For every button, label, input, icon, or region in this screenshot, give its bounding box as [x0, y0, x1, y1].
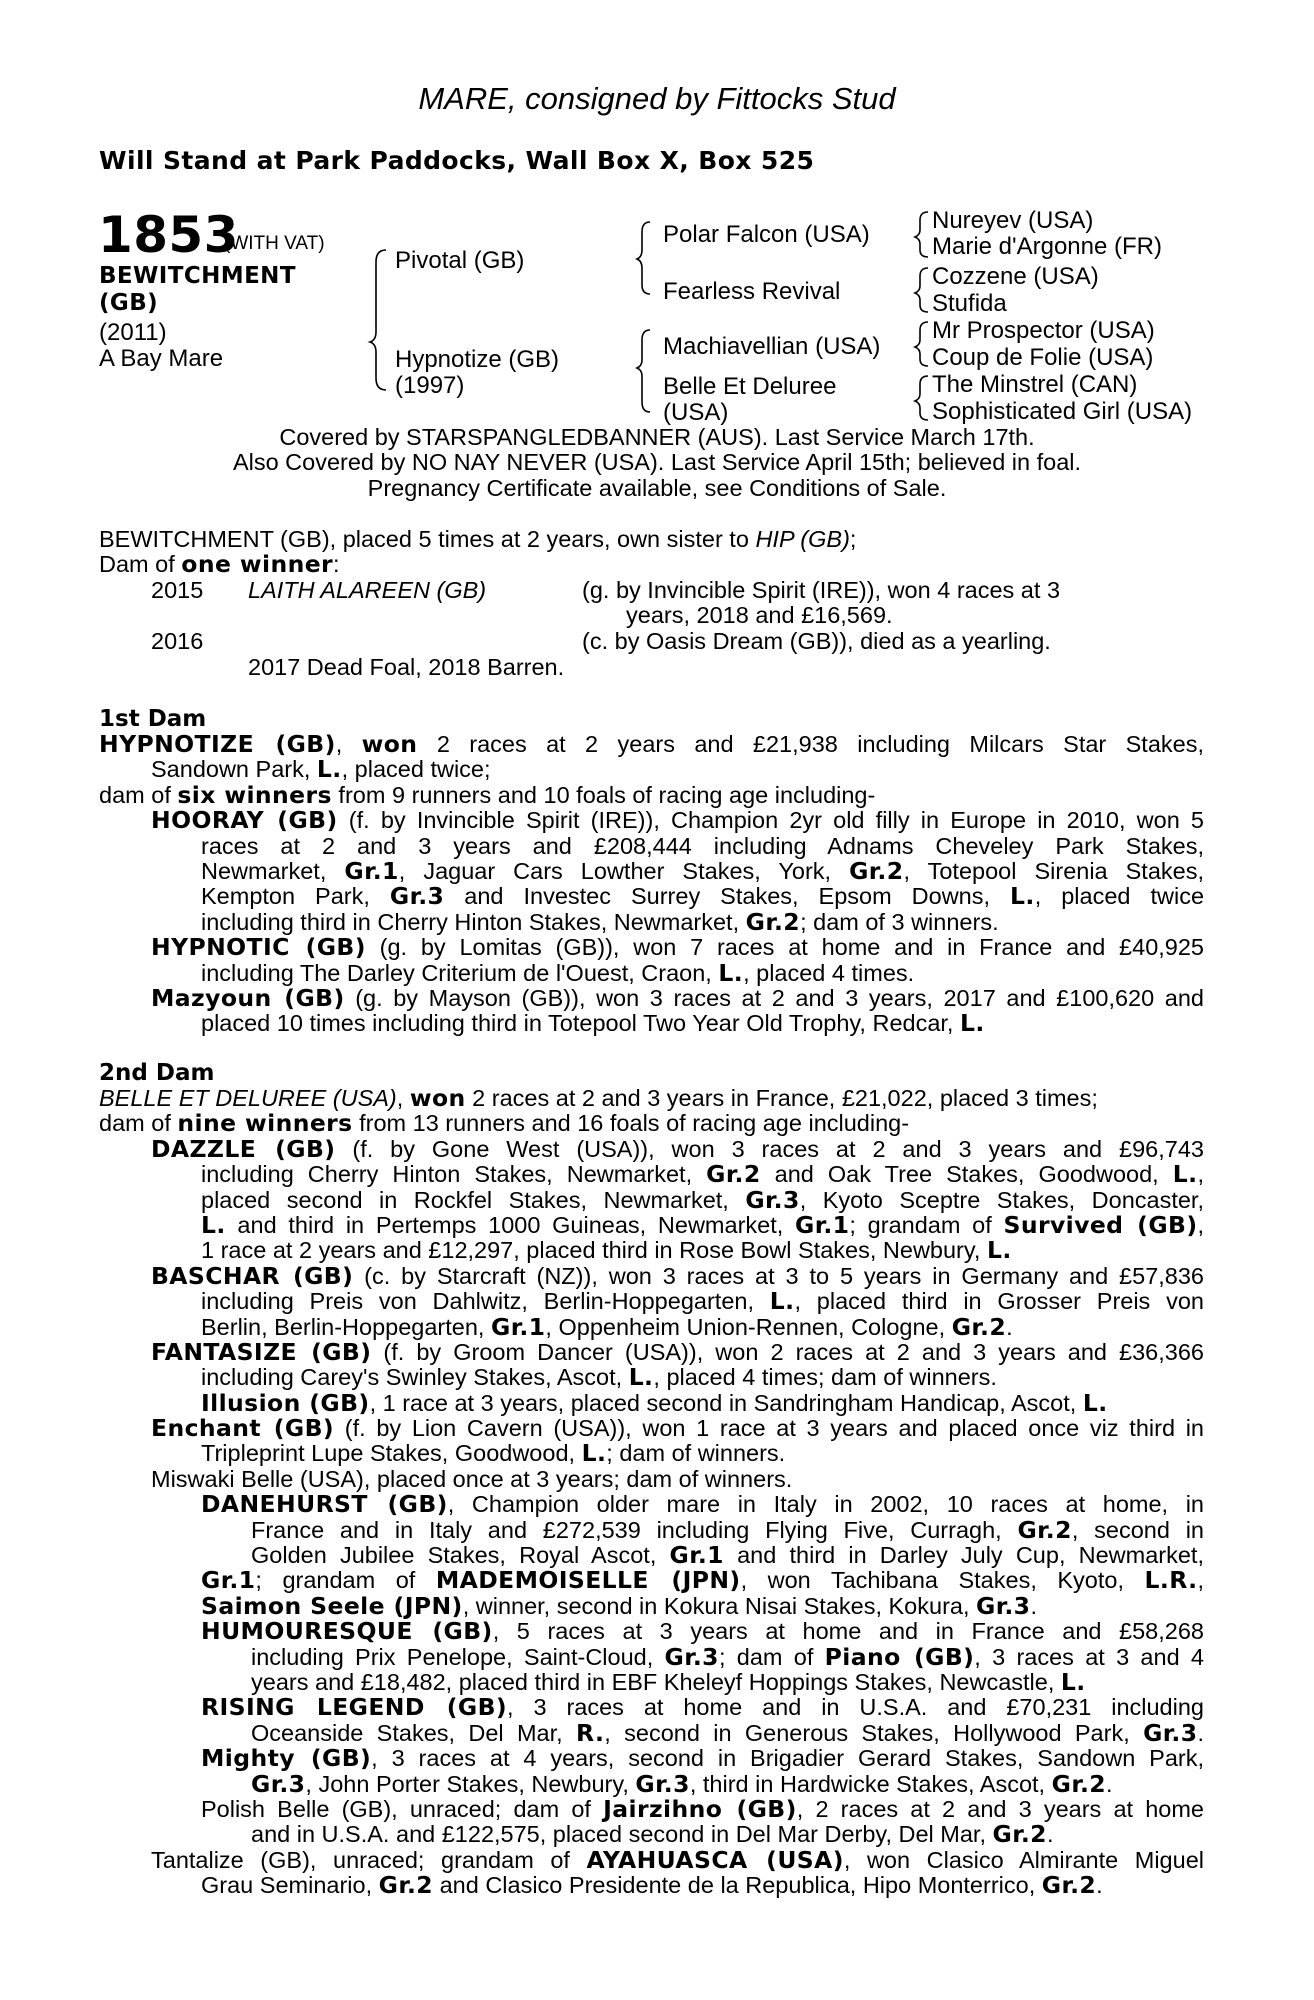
second-dam-line: BELLE ET DELUREE (USA), won 2 races at 2 and 3 years in France, £21,022, placed 3 times; — [99, 1084, 1098, 1112]
produce-name-2015: LAITH ALAREEN (GB) — [248, 577, 487, 603]
lot-number: 1853 — [98, 206, 239, 264]
polish-belle-line: Polish Belle (GB), unraced; dam of Jairzihno (GB), 2 races at 2 and 3 years at home — [201, 1794, 1205, 1823]
hypnotic-line: including The Darley Criterium de l'Ouest, Craon, L., placed 4 times. — [201, 958, 915, 987]
tantalize-line: Tantalize (GB), unraced; grandam of AYAHUASCA (USA), won Clasico Almirante Miguel — [151, 1845, 1204, 1874]
danehurst-line: DANEHURST (GB), Champion older mare in Italy in 2002, 10 races at home, in — [201, 1490, 1204, 1519]
dam-year: (1997) — [395, 372, 465, 399]
rising-legend-line: RISING LEGEND (GB), 3 races at home and in U.S.A. and £70,231 including — [201, 1693, 1204, 1722]
dazzle-line: 1 race at 2 years and £12,297, placed third in Rose Bowl Stakes, Newbury, L. — [201, 1236, 1012, 1265]
produce-detail-2015: (g. by Invincible Spirit (IRE)), won 4 races at 3 — [582, 577, 1061, 603]
danehurst-line: Saimon Seele (JPN), winner, second in Kokura Nisai Stakes, Kokura, Gr.3. — [201, 1591, 1037, 1620]
mazyoun-line: placed 10 times including third in Totepool Two Year Old Trophy, Redcar, L. — [201, 1009, 985, 1038]
dam-sire: Machiavellian (USA) — [663, 333, 881, 360]
ggp-6: Coup de Folie (USA) — [932, 344, 1154, 371]
hooray-line: including third in Cherry Hinton Stakes, Newmarket, Gr.2; dam of 3 winners. — [201, 907, 999, 936]
dam-dam-country: (USA) — [663, 399, 729, 426]
danehurst-line: France and in Italy and £272,539 including Flying Five, Curragh, Gr.2, second in — [251, 1515, 1204, 1544]
dam-of-line: Dam of one winner: — [99, 550, 340, 579]
hooray-line: HOORAY (GB) (f. by Invincible Spirit (IRE)), Champion 2yr old filly in Europe in 2010, won 5 — [151, 806, 1205, 835]
produce-year-2015: 2015 — [151, 577, 204, 603]
produce-detail-2015-cont: years, 2018 and £16,569. — [626, 602, 893, 628]
dam: Hypnotize (GB) — [395, 346, 560, 373]
produce-year-2016: 2016 — [151, 628, 204, 654]
miswaki-progeny — [151, 1492, 1204, 1847]
polish-belle-line: and in U.S.A. and £122,575, placed second in Del Mar Derby, Del Mar, Gr.2. — [251, 1820, 1054, 1849]
covering-line: Covered by STARSPANGLEDBANNER (AUS). Last Service March 17th. — [279, 424, 1035, 450]
produce-record — [99, 527, 1204, 578]
hooray-entry — [99, 808, 1204, 1037]
horse-year: (2011) — [99, 319, 167, 346]
hooray-line: Kempton Park, Gr.3 and Investec Surrey Stakes, Epsom Downs, L., placed twice — [201, 882, 1205, 911]
humouresque-line: years and £18,482, placed third in EBF Kheleyf Hoppings Stakes, Newcastle, L. — [251, 1667, 1086, 1696]
fantasize-line: FANTASIZE (GB) (f. by Groom Dancer (USA)), won 2 races at 2 and 3 years and £36,366 — [151, 1337, 1204, 1366]
rising-legend-line: Oceanside Stakes, Del Mar, R., second in Generous Stakes, Hollywood Park, Gr.3. — [251, 1718, 1204, 1747]
ggp-2: Marie d'Argonne (FR) — [932, 233, 1162, 260]
illusion-line: Illusion (GB), 1 race at 3 years, placed second in Sandringham Handicap, Ascot, L. — [201, 1388, 1108, 1417]
mighty-line: Mighty (GB), 3 races at 4 years, second in Brigadier Gerard Stakes, Sandown Park, — [201, 1744, 1204, 1773]
first-dam-line: HYPNOTIZE (GB), won 2 races at 2 years and £21,938 including Milcars Star Stakes, — [99, 730, 1204, 758]
mighty-line: Gr.3, John Porter Stakes, Newbury, Gr.3, third in Hardwicke Stakes, Ascot, Gr.2. — [251, 1769, 1113, 1798]
horse-name: BEWITCHMENT — [99, 263, 296, 289]
baschar-line: BASCHAR (GB) (c. by Starcraft (NZ)), won 3 races at 3 to 5 years in Germany and £57,836 — [151, 1261, 1204, 1290]
second-dam-line: dam of nine winners from 13 runners and 16 foals of racing age including- — [99, 1109, 910, 1138]
covering-line: Also Covered by NO NAY NEVER (USA). Last Service April 15th; believed in foal. — [232, 449, 1082, 476]
hooray-line: Newmarket, Gr.1, Jaguar Cars Lowther Stakes, York, Gr.2, Totepool Sirenia Stakes, — [201, 856, 1205, 885]
first-dam-line: dam of six winners from 9 runners and 10 foals of racing age including- — [99, 780, 876, 809]
ggp-5: Mr Prospector (USA) — [932, 317, 1155, 344]
ggp-8: Sophisticated Girl (USA) — [932, 398, 1193, 425]
produce-detail-2016: (c. by Oasis Dream (GB)), died as a yearling. — [582, 628, 1051, 654]
fantasize-line: including Carey's Swinley Stakes, Ascot, L., placed 4 times; dam of winners. — [201, 1363, 997, 1392]
sire-sire: Polar Falcon (USA) — [663, 221, 870, 248]
ggp-7: The Minstrel (CAN) — [932, 371, 1138, 398]
dazzle-line: placed second in Rockfel Stakes, Newmarket, Gr.3, Kyoto Sceptre Stakes, Doncaster, — [201, 1185, 1204, 1214]
sibling-name: HIP (GB) — [755, 526, 850, 552]
dazzle-line: DAZZLE (GB) (f. by Gone West (USA)), won 3 races at 2 and 3 years and £96,743 — [151, 1134, 1204, 1163]
horse-name-country: (GB) — [99, 290, 159, 316]
baschar-line: Berlin, Berlin-Hoppegarten, Gr.1, Oppenheim Union-Rennen, Cologne, Gr.2. — [201, 1312, 1013, 1341]
dazzle-line: L. and third in Pertemps 1000 Guineas, Newmarket, Gr.1; grandam of Survived (GB), — [201, 1210, 1204, 1239]
humouresque-line: including Prix Penelope, Saint-Cloud, Gr.3; dam of Piano (GB), 3 races at 3 and 4 — [251, 1642, 1204, 1671]
humouresque-line: HUMOURESQUE (GB), 5 races at 3 years at home and in France and £58,268 — [201, 1617, 1204, 1646]
consignor-heading: MARE, consigned by Fittocks Stud — [418, 81, 896, 116]
ggp-1: Nureyev (USA) — [932, 207, 1094, 234]
second-dam-progeny — [99, 1134, 1205, 1900]
hooray-line: races at 2 and 3 years and £208,444 including Adnams Cheveley Park Stakes, — [201, 832, 1204, 859]
covering-note — [0, 425, 1314, 501]
ggp-4: Stufida — [932, 290, 1007, 317]
dazzle-line: including Cherry Hinton Stakes, Newmarket, Gr.2 and Oak Tree Stakes, Goodwood, L., — [201, 1160, 1204, 1189]
sire-dam: Fearless Revival — [663, 278, 841, 305]
produce-later: 2017 Dead Foal, 2018 Barren. — [248, 654, 565, 680]
first-dam-heading: 1st Dam — [99, 706, 207, 732]
danehurst-line: Gr.1; grandam of MADEMOISELLE (JPN), won Tachibana Stakes, Kyoto, L.R., — [201, 1566, 1205, 1595]
dam-dam: Belle Et Deluree — [663, 373, 837, 400]
mazyoun-line: Mazyoun (GB) (g. by Mayson (GB)), won 3 races at 2 and 3 years, 2017 and £100,620 and — [151, 983, 1205, 1012]
horse-description: A Bay Mare — [99, 345, 224, 372]
hypnotic-line: HYPNOTIC (GB) (g. by Lomitas (GB)), won 7 races at home and in France and £40,925 — [151, 933, 1205, 962]
vat-label: (WITH VAT) — [224, 233, 325, 254]
second-dam-section — [99, 1086, 1204, 1899]
miswaki-line: Miswaki Belle (USA), placed once at 3 years; dam of winners. — [151, 1465, 793, 1492]
danehurst-line: Golden Jubilee Stakes, Royal Ascot, Gr.1 and third in Darley July Cup, Newmarket, — [251, 1541, 1204, 1570]
enchant-line: Enchant (GB) (f. by Lion Cavern (USA)), won 1 race at 3 years and placed once viz third in — [151, 1414, 1204, 1443]
baschar-line: including Preis von Dahlwitz, Berlin-Hoppegarten, L., placed third in Grosser Preis von — [201, 1287, 1204, 1316]
sire: Pivotal (GB) — [395, 247, 525, 274]
second-dam-heading: 2nd Dam — [99, 1060, 215, 1086]
first-dam-line: Sandown Park, L., placed twice; — [151, 755, 491, 784]
covering-line: Pregnancy Certificate available, see Conditions of Sale. — [367, 474, 947, 501]
enchant-line: Tripleprint Lupe Stakes, Goodwood, L.; dam of winners. — [201, 1439, 786, 1468]
tantalize-line: Grau Seminario, Gr.2 and Clasico Presidente de la Republica, Hipo Monterrico, Gr.2. — [201, 1871, 1103, 1900]
standing-location: Will Stand at Park Paddocks, Wall Box X, Box 525 — [99, 146, 815, 175]
ggp-3: Cozzene (USA) — [932, 263, 1099, 290]
produce-intro: BEWITCHMENT (GB), placed 5 times at 2 years, own sister to HIP (GB); — [99, 526, 857, 552]
first-dam-section — [99, 732, 1204, 1037]
